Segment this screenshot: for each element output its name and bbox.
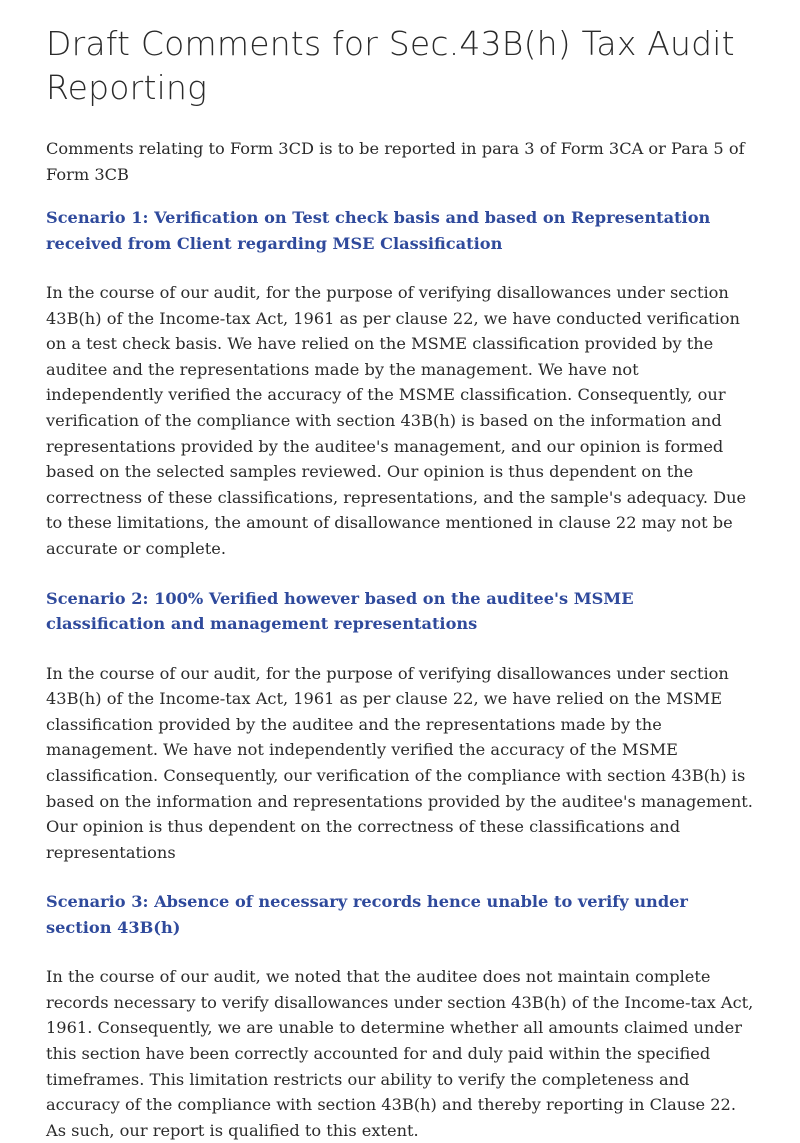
scenario-2-heading: Scenario 2: 100% Verified however based on the auditee's MSME classification and management representations — [46, 588, 634, 634]
scenario-3-heading: Scenario 3: Absence of necessary records hence unable to verify under section 43B(h) — [46, 892, 688, 937]
page-title: Draft Comments for Sec.43B(h) Tax Audit Reporting — [46, 24, 735, 107]
scenario-1-body: In the course of our audit, for the purpose of verifying disallowances under section 43B(h) of the Income-tax Act, 1961 as per clause 22, we have conducted verification on a test check basis. We have relied on the MSME classification provided by the auditee and the representations made by the management. We have not independently verified the accuracy of the MSME classification. Consequently, our verification of the compliance with section 43B(h) is based on the information and representations provided by the auditee's management, and our opinion is formed based on the selected samples reviewed. Our opinion is thus dependent on the correctness of these classifications, representations, and the sample's adequacy. Due to these limitations, the amount of disallowance mentioned in clause 22 may not be accurate or complete. — [46, 283, 747, 558]
scenario-1-heading: Scenario 1: Verification on Test check basis and based on Representation received from Client regarding MSE Classification — [46, 208, 711, 253]
intro-text: Comments relating to Form 3CD is to be reported in para 3 of Form 3CA or Para 5 of Form 3CB — [46, 139, 745, 184]
scenario-2-body: In the course of our audit, for the purpose of verifying disallowances under section 43B(h) of the Income-tax Act, 1961 as per clause 22, we have relied on the MSME classification provided by the auditee and the representations made by the management. We have not independently verified the accuracy of the MSME classification. Consequently, our verification of the compliance with section 43B(h) is based on the information and representations provided by the auditee's management. Our opinion is thus dependent on the correctness of these classifications and representations — [46, 663, 753, 862]
scenario-3-body: In the course of our audit, we noted that the auditee does not maintain complete records necessary to verify disallowances under section 43B(h) of the Income-tax Act, 1961. Consequently, we are unable to determine whether all amounts claimed under this section have been correctly accounted for and duly paid within the specified timeframes. This limitation restricts our ability to verify the completeness and accuracy of the compliance with section 43B(h) and thereby reporting in Clause 22. As such, our report is qualified to this extent. — [46, 967, 754, 1140]
